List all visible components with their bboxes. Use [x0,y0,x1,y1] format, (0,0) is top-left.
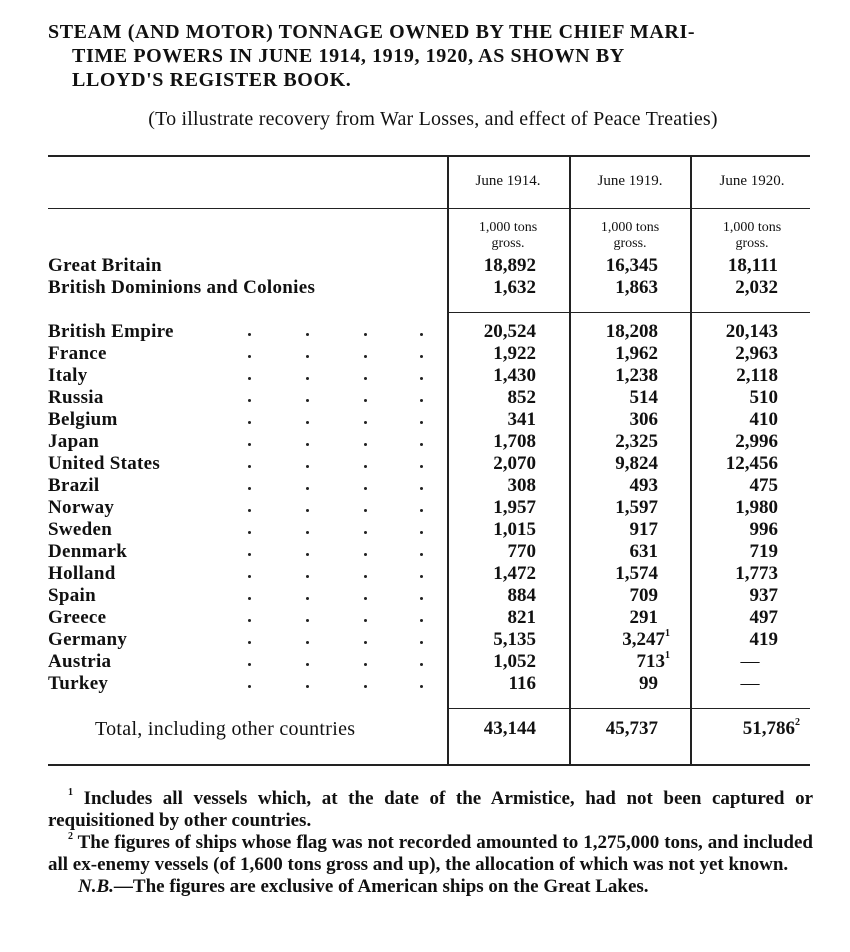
row-label: Norway [48,497,115,518]
footnote-ref: 1 [665,627,670,639]
leader-dot [364,377,367,380]
table-row [48,541,818,563]
leader-dot [248,377,251,380]
value-1914 [466,453,536,475]
total-1920-value: 51,786 [742,718,795,739]
leader-dot [420,685,423,688]
row-label: Japan [48,431,100,452]
value-text: 1,922 [493,343,536,364]
row-label: Denmark [48,541,128,562]
value-1919 [588,431,658,453]
value-text: 770 [507,541,536,562]
value-text: 475 [749,475,778,496]
footnotes [48,788,813,898]
table-row [48,431,818,453]
leader-dot [248,509,251,512]
leader-dot [306,619,309,622]
value-1920 [708,497,778,519]
row-label: Sweden [48,519,113,540]
value-1919 [588,607,658,629]
row-label: Germany [48,629,128,650]
leader-dot [306,685,309,688]
table-row [48,453,818,475]
value-text: 514 [629,387,658,408]
leader-dots [48,519,438,541]
value-1920: 18,111 [727,255,778,276]
row-label: Italy [48,365,88,386]
value-text: 1,962 [615,343,658,364]
leader-dot [306,597,309,600]
leader-dot [248,575,251,578]
row-label: France [48,343,107,364]
table-row [48,277,818,299]
value-text: 99 [639,673,658,694]
table-row [48,585,818,607]
leader-dot [306,509,309,512]
leader-dot [306,333,309,336]
value-text: 419 [749,629,778,650]
table-row [48,673,818,695]
value-1919 [588,387,658,409]
table-row [48,607,818,629]
value-text: 1,238 [615,365,658,386]
value-text: 12,456 [725,453,778,474]
leader-dot [248,333,251,336]
leader-dot [364,619,367,622]
value-text: 631 [629,541,658,562]
value-text: 5,135 [493,629,536,650]
value-1914 [466,497,536,519]
leader-dots [48,585,438,607]
value-text: 510 [749,387,778,408]
value-1920 [708,409,778,431]
value-text: 1,773 [735,563,778,584]
footnote-1-text: Includes all vessels which, at the date of the Armistice, had not been captured or requisitioned by other countries. [48,788,814,831]
value-text: 719 [749,541,778,562]
value-text: 2,996 [735,431,778,452]
table-row [48,629,818,651]
leader-dots [48,651,438,673]
table-row [48,519,818,541]
footnote-2-text: The figures of ships whose flag was not recorded amounted to 1,275,000 tons, and included all ex-enemy vessels (of 1,600 tons gross and up), the allocation of which was not yet known. [48,832,813,875]
column-header-1919: June 1919. [597,173,663,189]
footnote-mark: 2 [68,830,73,842]
value-1920 [708,629,778,651]
value-1920 [708,343,778,365]
leader-dot [248,641,251,644]
table-row [48,321,818,343]
leader-dot [364,685,367,688]
value-1919 [588,409,658,431]
leader-dot [248,487,251,490]
value-text: 1,015 [493,519,536,540]
value-text: 996 [749,519,778,540]
leader-dots [48,629,438,651]
leader-dot [420,421,423,424]
leader-dot [364,597,367,600]
leader-dot [306,575,309,578]
unit-label-line: 1,000 tons [722,220,782,235]
leader-dots [48,563,438,585]
leader-dot [420,355,423,358]
value-text: 884 [507,585,536,606]
leader-dots [48,673,438,695]
title-line-3: LLOYD'S REGISTER BOOK. [72,69,352,91]
value-1919 [588,365,658,387]
leader-dots [48,497,438,519]
total-1914: 43,144 [483,718,536,739]
leader-dot [420,333,423,336]
leader-dot [420,399,423,402]
table-row [48,651,818,673]
value-empty-dash [720,651,780,673]
value-text: 308 [507,475,536,496]
unit-label-1914 [448,220,568,252]
leader-dot [248,619,251,622]
value-1914 [466,387,536,409]
row-label: Great Britain [48,255,162,276]
value-text: 1,472 [493,563,536,584]
value-1914 [466,563,536,585]
value-text: 709 [629,585,658,606]
value-text: 116 [508,673,536,694]
leader-dots [48,541,438,563]
leader-dot [420,377,423,380]
column-header-1914: June 1914. [475,173,541,189]
leader-dot [420,597,423,600]
value-text: 917 [629,519,658,540]
unit-label-line: gross. [613,236,647,251]
value-1920 [708,563,778,585]
leader-dot [248,685,251,688]
value-text: 821 [507,607,536,628]
value-1914 [466,409,536,431]
value-1920 [708,541,778,563]
value-1914 [466,431,536,453]
leader-dot [306,421,309,424]
value-1920 [708,365,778,387]
leader-dot [420,575,423,578]
value-text: 937 [749,585,778,606]
unit-label-line: gross. [735,236,769,251]
value-1914 [466,673,536,695]
leader-dot [420,531,423,534]
value-text: 1,957 [493,497,536,518]
value-1919 [588,563,658,585]
unit-label-1919 [570,220,690,252]
table-row [48,475,818,497]
row-label: British Dominions and Colonies [48,277,316,298]
value-1920 [708,607,778,629]
leader-dot [364,641,367,644]
row-label: Austria [48,651,112,672]
row-label: Spain [48,585,96,606]
value-1919 [600,629,670,651]
footnote-2 [48,832,813,876]
value-text: 3,247 [622,629,665,650]
leader-dot [364,487,367,490]
leader-dots [48,453,438,475]
footnote-mark: 1 [68,786,73,798]
value-1919: 1,863 [615,277,658,298]
value-1914 [466,607,536,629]
value-1920 [708,585,778,607]
value-1920 [708,431,778,453]
leader-dot [306,641,309,644]
nb-text: —The figures are exclusive of American ships on the Great Lakes. [113,876,649,897]
value-text: 1,430 [493,365,536,386]
value-1914 [466,343,536,365]
value-1914 [466,585,536,607]
value-1914 [466,541,536,563]
value-text: 2,325 [615,431,658,452]
value-1914 [466,365,536,387]
leader-dots [48,409,438,431]
leader-dot [364,531,367,534]
leader-dot [420,619,423,622]
footnote-ref: 2 [795,716,800,728]
table-row [48,387,818,409]
leader-dots [48,343,438,365]
footnote-ref: 1 [665,649,670,661]
leader-dot [364,399,367,402]
value-text: 1,052 [493,651,536,672]
leader-dot [248,553,251,556]
leader-dot [420,641,423,644]
value-1919 [588,475,658,497]
table-row [48,409,818,431]
leader-dot [306,443,309,446]
leader-dot [364,509,367,512]
leader-dot [420,509,423,512]
leader-dots [48,365,438,387]
value-1919 [588,541,658,563]
leader-dot [364,333,367,336]
value-1919 [600,651,670,673]
table-bottom-rule [48,764,810,766]
value-text: 341 [507,409,536,430]
leader-dots [48,475,438,497]
leader-dot [248,531,251,534]
value-text: 9,824 [615,453,658,474]
value-1914: 1,632 [493,277,536,298]
value-1920: 2,032 [735,277,778,298]
value-text: 291 [629,607,658,628]
unit-label-line: 1,000 tons [600,220,660,235]
leader-dot [248,399,251,402]
value-text: 410 [749,409,778,430]
leader-dot [248,597,251,600]
value-text: 18,208 [605,321,658,342]
leader-dots [48,321,438,343]
leader-dot [364,553,367,556]
value-1914 [466,321,536,343]
total-label: Total, including other countries [95,718,356,740]
title-line-1: STEAM (AND MOTOR) TONNAGE OWNED BY THE CHIEF MARI- [48,21,696,43]
table-title [48,20,818,92]
leader-dot [306,399,309,402]
value-text: 20,143 [725,321,778,342]
value-1914 [466,651,536,673]
unit-label-1920 [692,220,812,252]
leader-dot [364,443,367,446]
leader-dot [420,553,423,556]
total-row [48,718,818,740]
value-1914: 18,892 [483,255,536,276]
value-1919 [588,343,658,365]
value-text: 306 [629,409,658,430]
value-text: 20,524 [483,321,536,342]
value-1919 [588,673,658,695]
row-label: Turkey [48,673,109,694]
column-header-1920: June 1920. [719,173,785,189]
value-text: 1,574 [615,563,658,584]
total-1919: 45,737 [605,718,658,739]
leader-dot [364,575,367,578]
leader-dot [364,355,367,358]
value-text: 2,963 [735,343,778,364]
value-1920 [708,519,778,541]
leader-dot [306,531,309,534]
value-text: 713 [636,651,665,672]
row-label: Brazil [48,475,100,496]
leader-dot [364,663,367,666]
leader-dots [48,387,438,409]
table-row [48,563,818,585]
table-row [48,255,818,277]
value-1920 [708,387,778,409]
leader-dot [248,443,251,446]
value-text: 497 [749,607,778,628]
value-text: 1,708 [493,431,536,452]
row-label: Russia [48,387,104,408]
leader-dot [306,465,309,468]
row-label: British Empire [48,321,174,342]
subtotal-rule [448,312,810,313]
value-text: 493 [629,475,658,496]
leader-dots [48,607,438,629]
value-1914 [466,629,536,651]
leader-dot [306,487,309,490]
leader-dot [248,465,251,468]
leader-dot [306,663,309,666]
value-empty-dash [720,673,780,695]
leader-dot [420,487,423,490]
row-label: Belgium [48,409,118,430]
leader-dot [306,553,309,556]
value-1919 [588,453,658,475]
leader-dot [306,377,309,380]
value-1919: 16,345 [605,255,658,276]
value-text: — [740,673,760,694]
leader-dots [48,431,438,453]
leader-dot [364,421,367,424]
leader-dot [306,355,309,358]
leader-dot [420,443,423,446]
value-1919 [588,519,658,541]
value-1919 [588,497,658,519]
value-1914 [466,519,536,541]
table-subtitle: (To illustrate recovery from War Losses, and effect of Peace Treaties) [148,108,718,130]
unit-label-line: 1,000 tons [478,220,538,235]
row-label: Holland [48,563,116,584]
value-1919 [588,585,658,607]
value-text: 1,980 [735,497,778,518]
leader-dot [248,355,251,358]
title-line-2: TIME POWERS IN JUNE 1914, 1919, 1920, AS SHOWN BY [72,45,625,67]
row-label: United States [48,453,161,474]
leader-dot [364,465,367,468]
value-1914 [466,475,536,497]
value-text: 852 [507,387,536,408]
value-1920 [708,321,778,343]
header-bottom-rule [48,208,810,209]
leader-dot [248,663,251,666]
table-row [48,343,818,365]
value-1919 [588,321,658,343]
table-row [48,365,818,387]
table-top-rule [48,155,810,157]
value-text: — [740,651,760,672]
value-text: 2,070 [493,453,536,474]
total-1920 [720,718,800,740]
leader-dot [248,421,251,424]
value-1920 [708,453,778,475]
total-top-rule [448,708,810,709]
nb-label: N.B. [78,876,114,897]
table-row [48,497,818,519]
leader-dot [420,465,423,468]
value-text: 2,118 [736,365,778,386]
value-text: 1,597 [615,497,658,518]
footnote-1 [48,788,813,832]
unit-label-line: gross. [491,236,525,251]
nota-bene [48,876,813,898]
leader-dot [420,663,423,666]
value-1920 [708,475,778,497]
row-label: Greece [48,607,107,628]
